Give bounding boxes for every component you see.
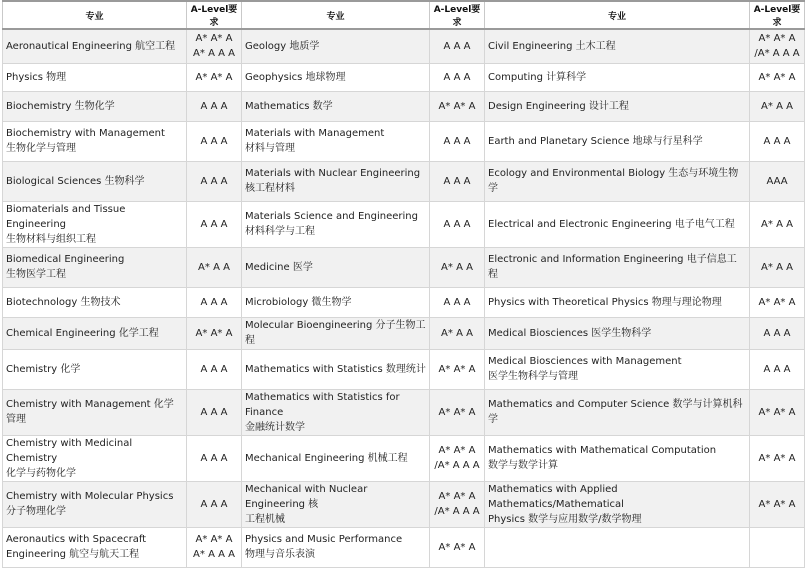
major-cell: Mechanical Engineering 机械工程 bbox=[242, 435, 430, 481]
header-requirement-col2: A-Level要求 bbox=[430, 1, 485, 29]
major-cell: Mathematics 数学 bbox=[242, 91, 430, 121]
requirement-cell bbox=[750, 527, 805, 567]
requirement-cell: A A A bbox=[750, 317, 805, 349]
major-cell: Biological Sciences 生物科学 bbox=[3, 161, 187, 201]
major-cell: Microbiology 微生物学 bbox=[242, 287, 430, 317]
header-major-col2: 专业 bbox=[242, 1, 430, 29]
major-cell: Molecular Bioengineering 分子生物工程 bbox=[242, 317, 430, 349]
major-cell: Medical Biosciences with Management 医学生物科学与管理 bbox=[485, 349, 750, 389]
requirement-cell: A A A bbox=[187, 287, 242, 317]
requirement-cell: A* A A bbox=[187, 247, 242, 287]
requirement-cell: A A A bbox=[187, 389, 242, 435]
major-cell: Geophysics 地球物理 bbox=[242, 63, 430, 91]
major-cell: Materials with Management 材料与管理 bbox=[242, 121, 430, 161]
major-cell: Chemistry with Management 化学管理 bbox=[3, 389, 187, 435]
a-level-requirements-table bbox=[2, 0, 805, 568]
table-row bbox=[3, 29, 805, 63]
table-row bbox=[3, 287, 805, 317]
major-cell: Chemical Engineering 化学工程 bbox=[3, 317, 187, 349]
table-row bbox=[3, 527, 805, 567]
major-cell: Civil Engineering 土木工程 bbox=[485, 29, 750, 63]
major-cell: Mathematics with Statistics 数理统计 bbox=[242, 349, 430, 389]
requirement-cell: A* A A bbox=[750, 201, 805, 247]
major-cell: Chemistry with Molecular Physics 分子物理化学 bbox=[3, 481, 187, 527]
major-cell: Aeronautical Engineering 航空工程 bbox=[3, 29, 187, 63]
major-cell: Mathematics with Applied Mathematics/Mathematical Physics 数学与应用数学/数学物理 bbox=[485, 481, 750, 527]
table-row bbox=[3, 161, 805, 201]
requirement-cell: A* A A bbox=[750, 247, 805, 287]
requirement-cell: A* A* A bbox=[430, 91, 485, 121]
requirement-cell: A A A bbox=[187, 435, 242, 481]
requirement-cell: A A A bbox=[430, 63, 485, 91]
major-cell: Chemistry with Medicinal Chemistry 化学与药物化学 bbox=[3, 435, 187, 481]
requirement-cell: A* A* A bbox=[430, 527, 485, 567]
requirement-cell: A* A* A bbox=[750, 389, 805, 435]
requirement-cell: A* A* A bbox=[430, 349, 485, 389]
header-requirement-col3: A-Level要求 bbox=[750, 1, 805, 29]
major-cell: Materials with Nuclear Engineering 核工程材料 bbox=[242, 161, 430, 201]
requirement-cell: A A A bbox=[430, 161, 485, 201]
requirement-cell: A A A bbox=[750, 121, 805, 161]
major-cell: Materials Science and Engineering 材料科学与工程 bbox=[242, 201, 430, 247]
requirement-cell: A A A bbox=[187, 121, 242, 161]
requirement-cell: A* A* A bbox=[430, 389, 485, 435]
table-row bbox=[3, 481, 805, 527]
table-body bbox=[3, 29, 805, 567]
requirement-cell: A* A* A bbox=[187, 63, 242, 91]
major-cell: Biochemistry 生物化学 bbox=[3, 91, 187, 121]
major-cell bbox=[485, 527, 750, 567]
major-cell: Design Engineering 设计工程 bbox=[485, 91, 750, 121]
major-cell: Mathematics with Statistics for Finance 金融统计数学 bbox=[242, 389, 430, 435]
major-cell: Medicine 医学 bbox=[242, 247, 430, 287]
major-cell: Biotechnology 生物技术 bbox=[3, 287, 187, 317]
major-cell: Earth and Planetary Science 地球与行星科学 bbox=[485, 121, 750, 161]
requirement-cell: A A A bbox=[430, 287, 485, 317]
requirement-cell: A* A* A A* A A A bbox=[187, 527, 242, 567]
major-cell: Chemistry 化学 bbox=[3, 349, 187, 389]
requirement-cell: A A A bbox=[430, 29, 485, 63]
table-row bbox=[3, 349, 805, 389]
table-row bbox=[3, 63, 805, 91]
requirement-cell: A A A bbox=[187, 349, 242, 389]
table-row bbox=[3, 435, 805, 481]
major-cell: Biochemistry with Management 生物化学与管理 bbox=[3, 121, 187, 161]
requirement-cell: A* A A bbox=[750, 91, 805, 121]
table-row bbox=[3, 247, 805, 287]
requirement-cell: A* A* A A* A A A bbox=[187, 29, 242, 63]
requirement-cell: A A A bbox=[187, 91, 242, 121]
requirement-cell: A* A* A bbox=[750, 435, 805, 481]
table-row bbox=[3, 317, 805, 349]
table-row bbox=[3, 389, 805, 435]
major-cell: Physics and Music Performance 物理与音乐表演 bbox=[242, 527, 430, 567]
table-header-row bbox=[3, 1, 805, 29]
requirement-cell: A A A bbox=[430, 121, 485, 161]
table-row bbox=[3, 91, 805, 121]
requirement-cell: A* A* A bbox=[750, 63, 805, 91]
table-row bbox=[3, 201, 805, 247]
requirement-cell: A* A* A bbox=[187, 317, 242, 349]
major-cell: Mathematics with Mathematical Computation 数学与数学计算 bbox=[485, 435, 750, 481]
major-cell: Electrical and Electronic Engineering 电子电气工程 bbox=[485, 201, 750, 247]
requirement-cell: A* A* A /A* A A A bbox=[430, 435, 485, 481]
table-row bbox=[3, 121, 805, 161]
major-cell: Electronic and Information Engineering 电子信息工程 bbox=[485, 247, 750, 287]
header-major-col1: 专业 bbox=[3, 1, 187, 29]
major-cell: Mathematics and Computer Science 数学与计算机科学 bbox=[485, 389, 750, 435]
requirement-cell: AAA bbox=[750, 161, 805, 201]
requirement-cell: A* A* A /A* A A A bbox=[430, 481, 485, 527]
requirement-cell: A A A bbox=[430, 201, 485, 247]
major-cell: Aeronautics with Spacecraft Engineering 航空与航天工程 bbox=[3, 527, 187, 567]
requirement-cell: A* A* A bbox=[750, 287, 805, 317]
requirement-cell: A A A bbox=[187, 201, 242, 247]
major-cell: Computing 计算科学 bbox=[485, 63, 750, 91]
requirement-cell: A A A bbox=[750, 349, 805, 389]
requirement-cell: A* A* A /A* A A A bbox=[750, 29, 805, 63]
header-requirement-col1: A-Level要求 bbox=[187, 1, 242, 29]
requirement-cell: A A A bbox=[187, 481, 242, 527]
major-cell: Biomaterials and Tissue Engineering 生物材料与组织工程 bbox=[3, 201, 187, 247]
major-cell: Physics 物理 bbox=[3, 63, 187, 91]
requirement-cell: A* A A bbox=[430, 247, 485, 287]
header-major-col3: 专业 bbox=[485, 1, 750, 29]
major-cell: Mechanical with Nuclear Engineering 核 工程机械 bbox=[242, 481, 430, 527]
requirement-cell: A* A A bbox=[430, 317, 485, 349]
major-cell: Medical Biosciences 医学生物科学 bbox=[485, 317, 750, 349]
major-cell: Geology 地质学 bbox=[242, 29, 430, 63]
major-cell: Ecology and Environmental Biology 生态与环境生物学 bbox=[485, 161, 750, 201]
requirement-cell: A* A* A bbox=[750, 481, 805, 527]
requirement-cell: A A A bbox=[187, 161, 242, 201]
major-cell: Biomedical Engineering 生物医学工程 bbox=[3, 247, 187, 287]
major-cell: Physics with Theoretical Physics 物理与理论物理 bbox=[485, 287, 750, 317]
